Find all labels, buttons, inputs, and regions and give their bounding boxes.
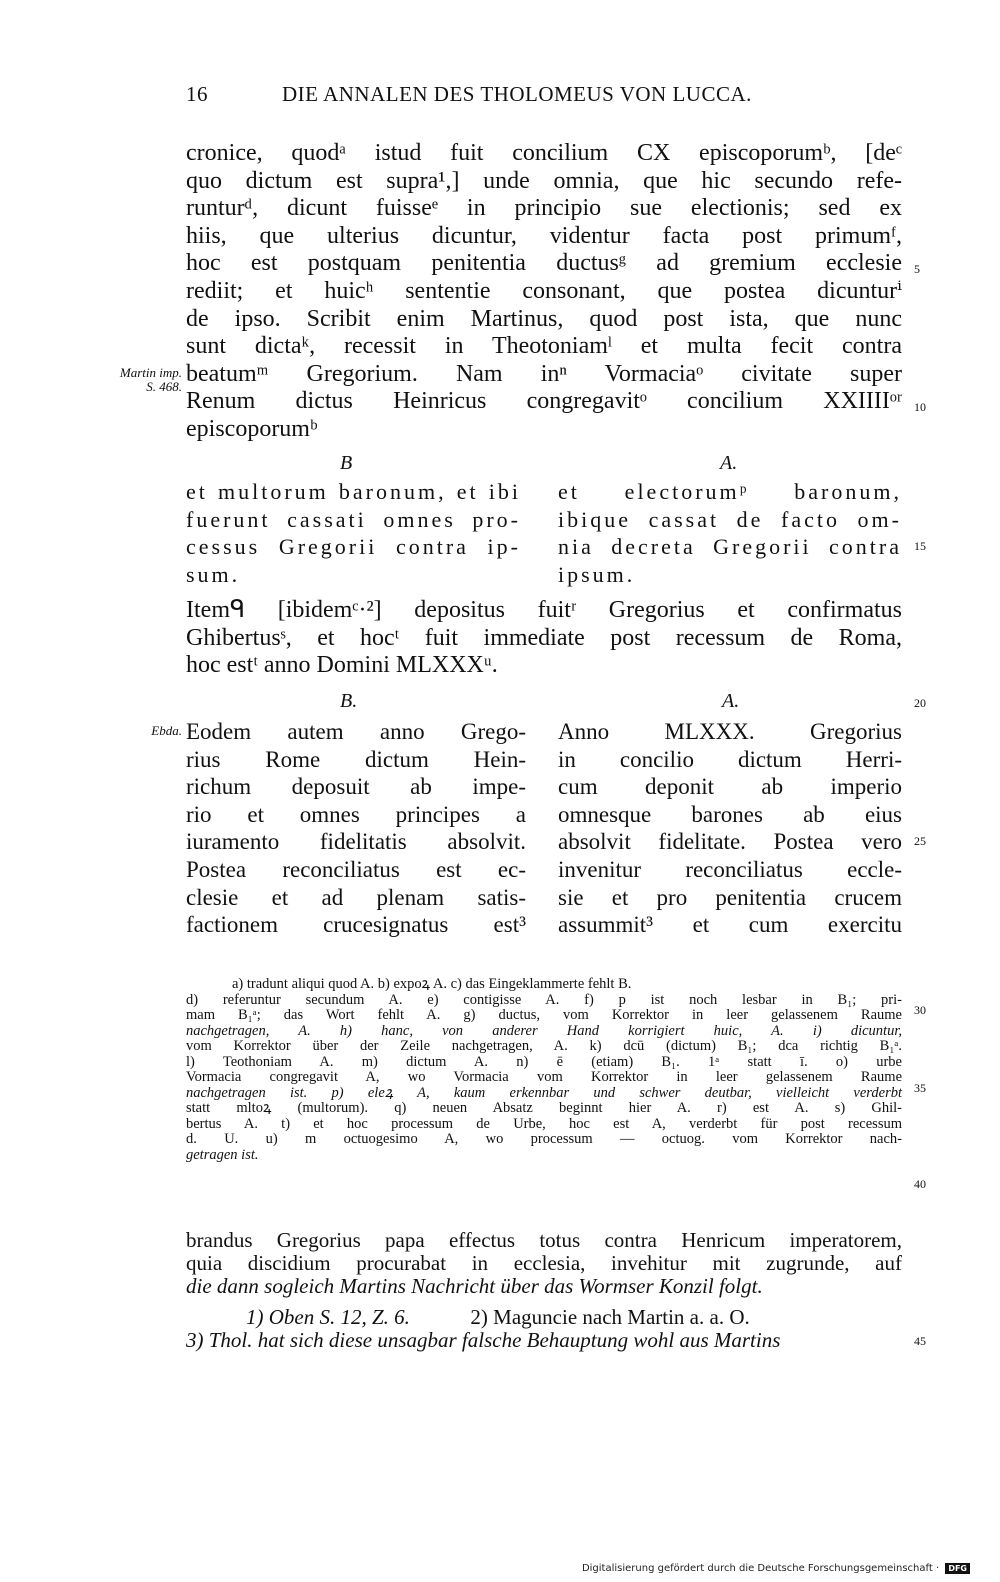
line-number: 10 bbox=[914, 400, 926, 414]
footnotes bbox=[186, 1306, 902, 1352]
text-line: hiis, que ulterius dicuntur, videntur facta post primumᶠ, bbox=[186, 222, 902, 249]
notes-line: brandus Gregorius papa effectus totus contra Henricum imperatorem, bbox=[186, 1228, 902, 1252]
apparatus-line: getragen ist. bbox=[186, 1146, 259, 1163]
text-line: beatumᵐ Gregorium. Nam inⁿ Vormaciaᵒ civitate super bbox=[186, 360, 902, 387]
text-line: Eodem autem anno Grego- bbox=[186, 719, 526, 744]
digitization-credit bbox=[582, 1563, 970, 1574]
apparatus-line: a) tradunt aliqui quod A. b) expoꝝ A. c) das Eingeklammerte fehlt B. bbox=[232, 976, 632, 992]
apparatus-line: nachgetragen ist. p) eleꝝ A, kaum erkennbar und schwer deutbar, vielleicht verderbt bbox=[186, 1084, 902, 1101]
text-line: cum deponit ab imperio bbox=[558, 774, 902, 800]
text-line: et multorum baronum, et ibi bbox=[186, 479, 521, 504]
margin-note-line: Martin imp. bbox=[119, 365, 182, 380]
text-line: cessus Gregorii contra ip- bbox=[186, 534, 521, 560]
line-number: 30 bbox=[914, 1003, 926, 1017]
text-line: sunt dictaᵏ, recessit in Theotoniamˡ et multa fecit contra bbox=[186, 333, 902, 360]
parallel-column-b bbox=[186, 478, 521, 588]
text-line: sie et pro penitentia crucem bbox=[558, 884, 902, 910]
text-line: runturᵈ, dicunt fuisseᵉ in principio sue electionis; sed ex bbox=[186, 195, 902, 222]
text-line: assummit³ et cum exercitu bbox=[558, 912, 902, 938]
text-line: Renum dictus Heinricus congregavitᵒ concilium XXIIIIᵒʳ bbox=[186, 388, 902, 415]
text-line: invenitur reconciliatus eccle- bbox=[558, 856, 902, 882]
text-line: cronice, quodᵃ istud fuit concilium CX episcoporumᵇ, [deᶜ bbox=[186, 140, 902, 166]
apparatus-line: d) referuntur secundum A. e) contigisse A. f) p ist noch lesbar in B₁; pri- bbox=[186, 991, 902, 1008]
parallel-column-b bbox=[186, 718, 526, 939]
text-line: hoc estᵗ anno Domini MLXXXᵘ. bbox=[186, 652, 498, 679]
text-line: factionem crucesignatus est³ bbox=[186, 912, 526, 938]
text-line: in concilio dictum Herri- bbox=[558, 746, 902, 772]
text-line: richum deposuit ab impe- bbox=[186, 774, 526, 800]
line-number: 45 bbox=[914, 1334, 926, 1348]
footnote-row bbox=[186, 1306, 902, 1329]
text-line: Anno MLXXX. Gregorius bbox=[558, 719, 902, 744]
margin-note-ebda: Ebda. bbox=[151, 723, 182, 738]
notes-line: die dann sogleich Martins Nachricht über das Wormser Konzil folgt. bbox=[186, 1274, 763, 1298]
line-number: 5 bbox=[914, 262, 920, 276]
parallel-column-a bbox=[558, 478, 902, 588]
apparatus-line: nachgetragen, A. h) hanc, von anderer Hand korrigiert huic, A. i) dicuntur, bbox=[186, 1022, 902, 1039]
text-line: rius Rome dictum Hein- bbox=[186, 746, 526, 772]
footnote-2: 2) Maguncie nach Martin a. a. O. bbox=[470, 1305, 750, 1329]
line-number: 25 bbox=[914, 834, 926, 848]
footnote-1: 1) Oben S. 12, Z. 6. bbox=[246, 1305, 410, 1329]
page-number: 16 bbox=[186, 82, 208, 106]
text-line: iuramento fidelitatis absolvit. bbox=[186, 829, 526, 855]
text-line: de ipso. Scribit enim Martinus, quod post ista, que nunc bbox=[186, 305, 902, 332]
apparatus-line: bertus A. t) et hoc processum de Urbe, hoc est A, verderbt für post recessum bbox=[186, 1115, 902, 1132]
text-line: absolvit fidelitate. Postea vero bbox=[558, 829, 902, 855]
line-number: 35 bbox=[914, 1081, 926, 1095]
text-line: rediit; et huicʰ sententie consonant, que postea dicunturⁱ bbox=[186, 277, 902, 304]
line-number: 20 bbox=[914, 696, 926, 710]
column-heading-a: A. bbox=[720, 452, 738, 474]
text-line: fuerunt cassati omnes pro- bbox=[186, 506, 521, 532]
dfg-logo: DFG bbox=[945, 1563, 970, 1574]
margin-note-martin bbox=[70, 366, 182, 394]
line-number: 15 bbox=[914, 539, 926, 553]
page-title: DIE ANNALEN DES THOLOMEUS VON LUCCA. bbox=[282, 82, 752, 106]
text-line: quo dictum est supra¹,] unde omnia, que hic secundo refe- bbox=[186, 167, 902, 194]
notes-continuation bbox=[186, 1229, 902, 1298]
text-line: et electorumᵖ baronum, bbox=[558, 479, 902, 504]
apparatus-line: vom Korrektor über der Zeile nachgetragen, A. k) dcū (dictum) B₁; dca richtig B₁ᵃ. bbox=[186, 1038, 902, 1054]
text-line: nia decreta Gregorii contra bbox=[558, 534, 902, 560]
text-line: ibique cassat de facto om- bbox=[558, 506, 902, 532]
text-line: Ghibertusˢ, et hocᵗ fuit immediate post recessum de Roma, bbox=[186, 624, 902, 651]
text-line: rio et omnes principes a bbox=[186, 801, 526, 827]
apparatus-line: Vormacia congregavit A, wo Vormacia vom Korrektor in leer gelassenem Raume bbox=[186, 1069, 902, 1085]
text-line: omnesque barones ab eius bbox=[558, 801, 902, 827]
apparatus-line: mam B₁ᵃ; das Wort fehlt A. g) ductus, vom Korrektor in leer gelassenem Raume bbox=[186, 1007, 902, 1023]
apparatus-line: d. U. u) m octuogesimo A, wo processum — octuog. vom Korrektor nach- bbox=[186, 1131, 902, 1147]
footnote-3: 3) Thol. hat sich diese unsagbar falsche Behauptung wohl aus Martins bbox=[186, 1328, 781, 1352]
text-line: clesie et ad plenam satis- bbox=[186, 884, 526, 910]
text-line: ipsum. bbox=[558, 561, 636, 587]
parallel-column-a bbox=[558, 718, 902, 939]
text-line: hoc est postquam penitentia ductusᵍ ad gremium ecclesie bbox=[186, 250, 902, 277]
notes-line: quia discidium procurabat in ecclesia, invehitur mit zugrunde, auf bbox=[186, 1251, 902, 1275]
margin-note-line: S. 468. bbox=[146, 379, 182, 394]
line-number: 40 bbox=[914, 1177, 926, 1191]
main-text-block bbox=[186, 140, 902, 444]
middle-text-block bbox=[186, 597, 902, 680]
text-line: episcoporumᵇ bbox=[186, 415, 318, 442]
column-heading-b: B bbox=[340, 452, 353, 474]
apparatus-line: l) Teothoniam A. m) dictum A. n) ē (etiam) B₁. 1ᵃ statt ī. o) urbe bbox=[186, 1053, 902, 1070]
critical-apparatus bbox=[186, 977, 902, 1163]
column-heading-a: A. bbox=[722, 690, 740, 712]
text-line: sum. bbox=[186, 561, 241, 587]
column-heading-b: B. bbox=[340, 690, 358, 712]
credit-text: Digitalisierung gefördert durch die Deutsche Forschungsgemeinschaft · bbox=[581, 1563, 940, 1574]
text-line: Postea reconciliatus est ec- bbox=[186, 856, 526, 882]
apparatus-line: statt mltoꝝ (multorum). q) neuen Absatz beginnt hier A. r) est A. s) Ghil- bbox=[186, 1100, 902, 1116]
text-line: Itemᑫ [ibidemᶜ·²] depositus fuitʳ Gregorius et confirmatus bbox=[186, 597, 902, 623]
